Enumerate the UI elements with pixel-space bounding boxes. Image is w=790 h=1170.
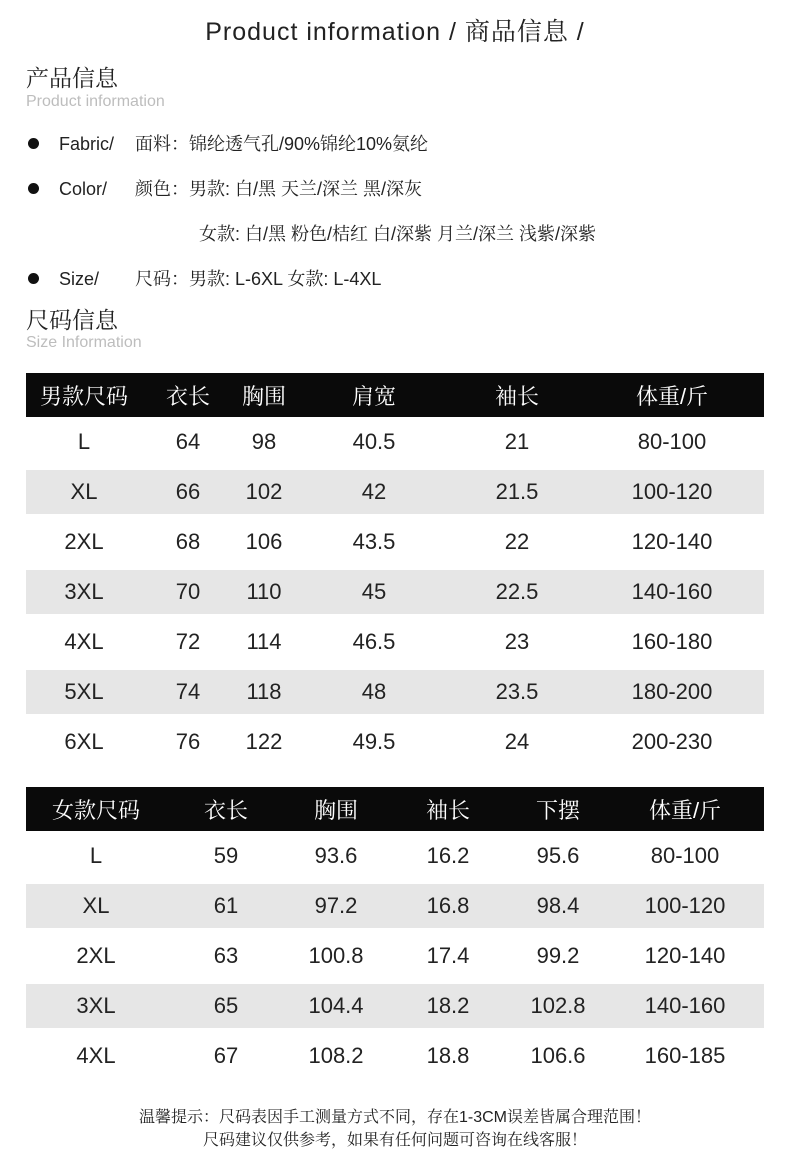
table-cell: XL bbox=[70, 479, 98, 504]
table-cell: 106.6 bbox=[530, 1043, 586, 1068]
table-cell: 2XL bbox=[76, 943, 116, 968]
table-cell: 21.5 bbox=[495, 479, 539, 504]
table-row bbox=[26, 470, 764, 514]
table-cell: 5XL bbox=[64, 679, 104, 704]
table-cell: 17.4 bbox=[426, 943, 470, 968]
table-cell: 18.2 bbox=[426, 993, 470, 1018]
table-cell: 72 bbox=[175, 629, 201, 654]
table-cell: L bbox=[77, 429, 91, 454]
header-cell: 袖长 bbox=[425, 797, 470, 823]
table-cell: 21 bbox=[504, 429, 530, 454]
table-cell: 100-120 bbox=[631, 479, 713, 504]
table-cell: 70 bbox=[175, 579, 201, 604]
table-row bbox=[26, 884, 764, 928]
table-cell: 122 bbox=[245, 729, 283, 754]
page-title: Product information / 商品信息 / bbox=[205, 18, 585, 46]
table-cell: 3XL bbox=[76, 993, 116, 1018]
table-row bbox=[26, 831, 764, 881]
table-cell: 45 bbox=[361, 579, 387, 604]
table-row bbox=[26, 617, 764, 667]
header-cell: 下摆 bbox=[535, 797, 580, 823]
bullet-icon bbox=[28, 138, 39, 149]
table-cell: 46.5 bbox=[352, 629, 396, 654]
table-cell: 68 bbox=[175, 529, 201, 554]
header-cell: 袖长 bbox=[494, 383, 539, 409]
table-row bbox=[26, 517, 764, 567]
table-cell: 43.5 bbox=[352, 529, 396, 554]
table-cell: 180-200 bbox=[631, 679, 713, 704]
fabric-row bbox=[28, 130, 428, 156]
table-cell: 22 bbox=[504, 529, 530, 554]
table-row bbox=[26, 984, 764, 1028]
table-cell: 93.6 bbox=[314, 843, 358, 868]
table-cell: 76 bbox=[175, 729, 201, 754]
table-row bbox=[26, 670, 764, 714]
table-cell: 74 bbox=[175, 679, 201, 704]
table-cell: 80-100 bbox=[650, 843, 720, 868]
tip-note-1: 温馨提示：尺码表因手工测量方式不同，存在1-3CM误差皆属合理范围！ bbox=[138, 1109, 651, 1126]
bullet-icon bbox=[28, 183, 39, 194]
table-cell: 63 bbox=[213, 943, 239, 968]
table-cell: 80-100 bbox=[637, 429, 707, 454]
table-cell: 114 bbox=[246, 629, 282, 654]
tip-note-2: 尺码建议仅供参考，如果有任何问题可咨询在线客服！ bbox=[202, 1132, 587, 1149]
product-section-title: 产品信息 bbox=[26, 65, 118, 91]
table-cell: 108.2 bbox=[308, 1043, 364, 1068]
table-cell: 106 bbox=[245, 529, 283, 554]
table-cell: 42 bbox=[361, 479, 387, 504]
fabric-text: 面料：锦纶透气孔/90%锦纶10%氨纶 bbox=[135, 134, 429, 154]
table-cell: 48 bbox=[361, 679, 387, 704]
table-cell: 200-230 bbox=[631, 729, 713, 754]
table-row bbox=[26, 1031, 764, 1081]
table-cell: 24 bbox=[504, 729, 530, 754]
table-cell: 140-160 bbox=[644, 993, 726, 1018]
header-cell: 男款尺码 bbox=[39, 383, 128, 409]
table-cell: 66 bbox=[175, 479, 201, 504]
table-cell: 97.2 bbox=[314, 893, 358, 918]
table-cell: XL bbox=[82, 893, 110, 918]
table-cell: 3XL bbox=[64, 579, 104, 604]
header-cell: 体重/斤 bbox=[635, 383, 709, 409]
table-cell: 100-120 bbox=[644, 893, 726, 918]
table-cell: 95.6 bbox=[536, 843, 580, 868]
table-cell: 16.2 bbox=[426, 843, 470, 868]
header-cell: 衣长 bbox=[165, 383, 210, 409]
table-cell: 23.5 bbox=[495, 679, 539, 704]
bullet-icon bbox=[28, 273, 39, 284]
header-cell: 衣长 bbox=[203, 797, 248, 823]
table-cell: 4XL bbox=[76, 1043, 116, 1068]
table-cell: 160-180 bbox=[631, 629, 713, 654]
table-cell: L bbox=[89, 843, 103, 868]
table-cell: 64 bbox=[175, 429, 201, 454]
table-cell: 16.8 bbox=[426, 893, 470, 918]
table-row bbox=[26, 717, 764, 767]
size-section-subtitle: Size Information bbox=[26, 334, 142, 351]
table-cell: 99.2 bbox=[536, 943, 580, 968]
header-cell: 体重/斤 bbox=[648, 797, 722, 823]
color-row bbox=[28, 175, 422, 201]
table-cell: 59 bbox=[213, 843, 239, 868]
men-table-header bbox=[26, 373, 764, 417]
table-cell: 104.4 bbox=[308, 993, 364, 1018]
table-cell: 140-160 bbox=[631, 579, 713, 604]
table-row bbox=[26, 931, 764, 981]
table-cell: 160-185 bbox=[644, 1043, 726, 1068]
header-cell: 胸围 bbox=[313, 797, 358, 823]
table-row bbox=[26, 417, 764, 467]
table-cell: 102 bbox=[245, 479, 283, 504]
size-row bbox=[28, 265, 381, 291]
table-cell: 40.5 bbox=[352, 429, 396, 454]
product-section-subtitle: Product information bbox=[26, 93, 165, 110]
size-label: Size/ bbox=[59, 269, 100, 289]
table-cell: 23 bbox=[504, 629, 530, 654]
header-cell: 女款尺码 bbox=[51, 797, 140, 823]
table-row bbox=[26, 570, 764, 614]
table-cell: 49.5 bbox=[352, 729, 396, 754]
women-size-table bbox=[26, 787, 764, 1081]
table-cell: 18.8 bbox=[426, 1043, 470, 1068]
fabric-label: Fabric/ bbox=[59, 134, 115, 154]
size-text: 尺码：男款: L-6XL 女款: L-4XL bbox=[135, 269, 382, 289]
table-cell: 22.5 bbox=[495, 579, 539, 604]
table-cell: 98 bbox=[251, 429, 277, 454]
header-cell: 肩宽 bbox=[351, 383, 396, 409]
table-cell: 118 bbox=[246, 679, 282, 704]
color-women-text: 女款: 白/黑 粉色/桔红 白/深紫 月兰/深兰 浅紫/深紫 bbox=[199, 224, 597, 244]
header-cell: 胸围 bbox=[241, 383, 286, 409]
table-cell: 6XL bbox=[64, 729, 104, 754]
table-cell: 120-140 bbox=[631, 529, 713, 554]
women-table-header bbox=[26, 787, 764, 831]
table-cell: 67 bbox=[213, 1043, 239, 1068]
table-cell: 102.8 bbox=[530, 993, 586, 1018]
table-cell: 100.8 bbox=[308, 943, 364, 968]
table-cell: 65 bbox=[213, 993, 239, 1018]
men-size-table bbox=[26, 373, 764, 767]
table-cell: 4XL bbox=[64, 629, 104, 654]
color-men-text: 颜色：男款: 白/黑 天兰/深兰 黑/深灰 bbox=[135, 179, 423, 199]
table-cell: 2XL bbox=[64, 529, 104, 554]
size-section-title: 尺码信息 bbox=[26, 307, 118, 333]
color-label: Color/ bbox=[59, 179, 108, 199]
table-cell: 110 bbox=[246, 579, 282, 604]
table-cell: 120-140 bbox=[644, 943, 726, 968]
table-cell: 61 bbox=[213, 893, 239, 918]
table-cell: 98.4 bbox=[536, 893, 580, 918]
